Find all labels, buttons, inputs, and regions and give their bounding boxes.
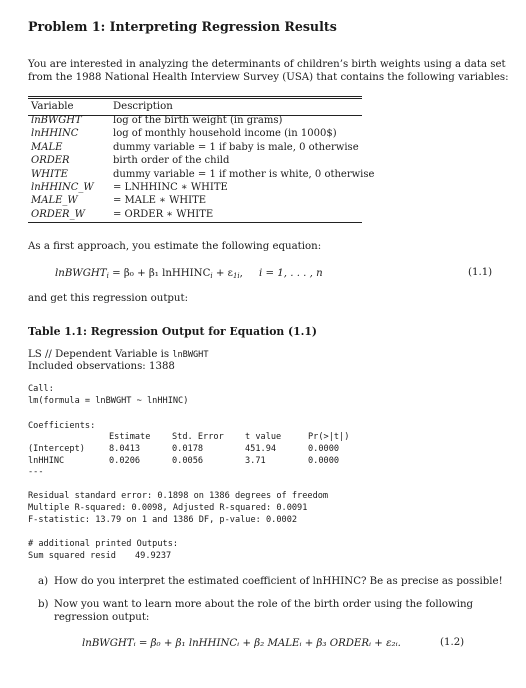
residual-se-line: Residual standard error: 0.1898 on 1386 degrees of freedom (28, 491, 329, 501)
variables-table (31, 114, 374, 221)
ls-dep-var: lnBWGHT (172, 350, 209, 360)
variable-name: ORDER_W (31, 208, 85, 220)
coef-row-tvalue: 3.71 (245, 456, 266, 466)
included-obs: Included observations: 1388 (28, 361, 175, 372)
coef-row-estimate: 8.0413 (109, 444, 141, 454)
call-label: Call: (28, 384, 54, 394)
variable-description: log of the birth weight (in grams) (113, 115, 283, 126)
problem-title: Problem 1: Interpreting Regression Results (28, 19, 337, 34)
table-bottom-rule (28, 222, 362, 223)
variable-name: MALE_W (31, 195, 78, 207)
coefficients-label: Coefficients: (28, 421, 96, 431)
variable-description: = MALE ∗ WHITE (113, 195, 207, 207)
coef-row-name: lnHHINC (28, 456, 65, 466)
f-statistic-line: F-statistic: 13.79 on 1 and 1386 DF, p-value: 0.0002 (28, 515, 298, 525)
ssr-label: Sum squared resid (28, 551, 116, 561)
call-formula: lm(formula = lnBWGHT ~ lnHHINC) (28, 396, 189, 406)
variable-description: = LNHHINC ∗ WHITE (113, 182, 228, 194)
coef-header-tvalue: t value (245, 432, 282, 442)
coef-header-estimate: Estimate (109, 432, 151, 442)
r-squared-line: Multiple R-squared: 0.0098, Adjusted R-squared: 0.0091 (28, 503, 308, 513)
coef-row-estimate: 0.0206 (109, 456, 141, 466)
table-top-rule-2 (28, 98, 362, 99)
variable-row (31, 141, 374, 154)
coef-row-stderr: 0.0178 (172, 444, 204, 454)
question-b-label: b) (38, 599, 49, 610)
variable-row (31, 114, 374, 127)
variable-row (31, 154, 374, 167)
eq1-number: (1.1) (468, 267, 493, 278)
signif-dashes: --- (28, 467, 44, 477)
coef-row-name: (Intercept) (28, 444, 85, 454)
coef-row-pvalue: 0.0000 (308, 444, 340, 454)
variable-row (31, 127, 374, 140)
ssr-value: 49.9237 (135, 551, 172, 561)
intro-line-1: You are interested in analyzing the determinants of children’s birth weights using a data set (28, 59, 506, 70)
coef-header-stderr: Std. Error (172, 432, 224, 442)
eq1-lhs: lnBWGHT (55, 268, 107, 279)
first-approach-text: As a first approach, you estimate the following equation: (28, 241, 322, 252)
get-output-text: and get this regression output: (28, 293, 189, 304)
question-a-label: a) (38, 576, 49, 587)
var-header-description: Description (113, 101, 173, 112)
ls-prefix: LS // Dependent Variable is (28, 349, 173, 360)
coef-row-pvalue: 0.0000 (308, 456, 340, 466)
variable-name: MALE (31, 141, 63, 153)
variable-row (31, 208, 374, 221)
equation-1-1: lnBWGHT$_i$ = β₀ + β₁ lnHHINC$_i$ + $\varepsilon_{1i}$, (55, 268, 243, 280)
var-header-variable: Variable (31, 101, 74, 112)
variable-name: ORDER (31, 155, 70, 167)
variable-row (31, 194, 374, 207)
intro-line-2: from the 1988 National Health Interview Survey (USA) that contains the following variables: (28, 72, 509, 83)
question-b-line-1: Now you want to learn more about the role of the birth order using the following (54, 599, 474, 610)
variable-row (31, 168, 374, 181)
variable-name: lnBWGHT (31, 115, 82, 126)
variable-row (31, 181, 374, 194)
question-b-line-2: regression output: (54, 612, 150, 623)
table-title: Table 1.1: Regression Output for Equation (1.1) (28, 325, 318, 338)
coef-row-tvalue: 451.94 (245, 444, 277, 454)
variable-description: log of monthly household income (in 1000$) (113, 128, 337, 140)
variable-description: dummy variable = 1 if mother is white, 0 otherwise (113, 168, 375, 180)
variable-name: lnHHINC (31, 128, 79, 140)
coef-header-pvalue: Pr(>|t|) (308, 432, 350, 442)
variable-description: birth order of the child (113, 155, 230, 167)
variable-name: lnHHINC_W (31, 182, 94, 194)
eq1-range: i = 1, . . . , n (259, 268, 323, 279)
question-a-text: How do you interpret the estimated coefficient of lnHHINC? Be as precise as possible! (54, 576, 503, 587)
eq1-rhs: = β₀ + β₁ lnHHINC (108, 268, 211, 279)
coef-row-stderr: 0.0056 (172, 456, 204, 466)
equation-1-2: lnBWGHTᵢ = β₀ + β₁ lnHHINCᵢ + β₂ MALEᵢ + β₃ ORDERᵢ + ε₂ᵢ. (82, 638, 401, 649)
table-top-rule (28, 96, 362, 97)
variable-description: = ORDER ∗ WHITE (113, 208, 214, 220)
additional-outputs-label: # additional printed Outputs: (28, 539, 179, 549)
eq2-number: (1.2) (440, 637, 465, 648)
variable-description: dummy variable = 1 if baby is male, 0 otherwise (113, 141, 359, 153)
eq1-tail: + ε (212, 268, 233, 279)
variable-name: WHITE (31, 168, 68, 180)
